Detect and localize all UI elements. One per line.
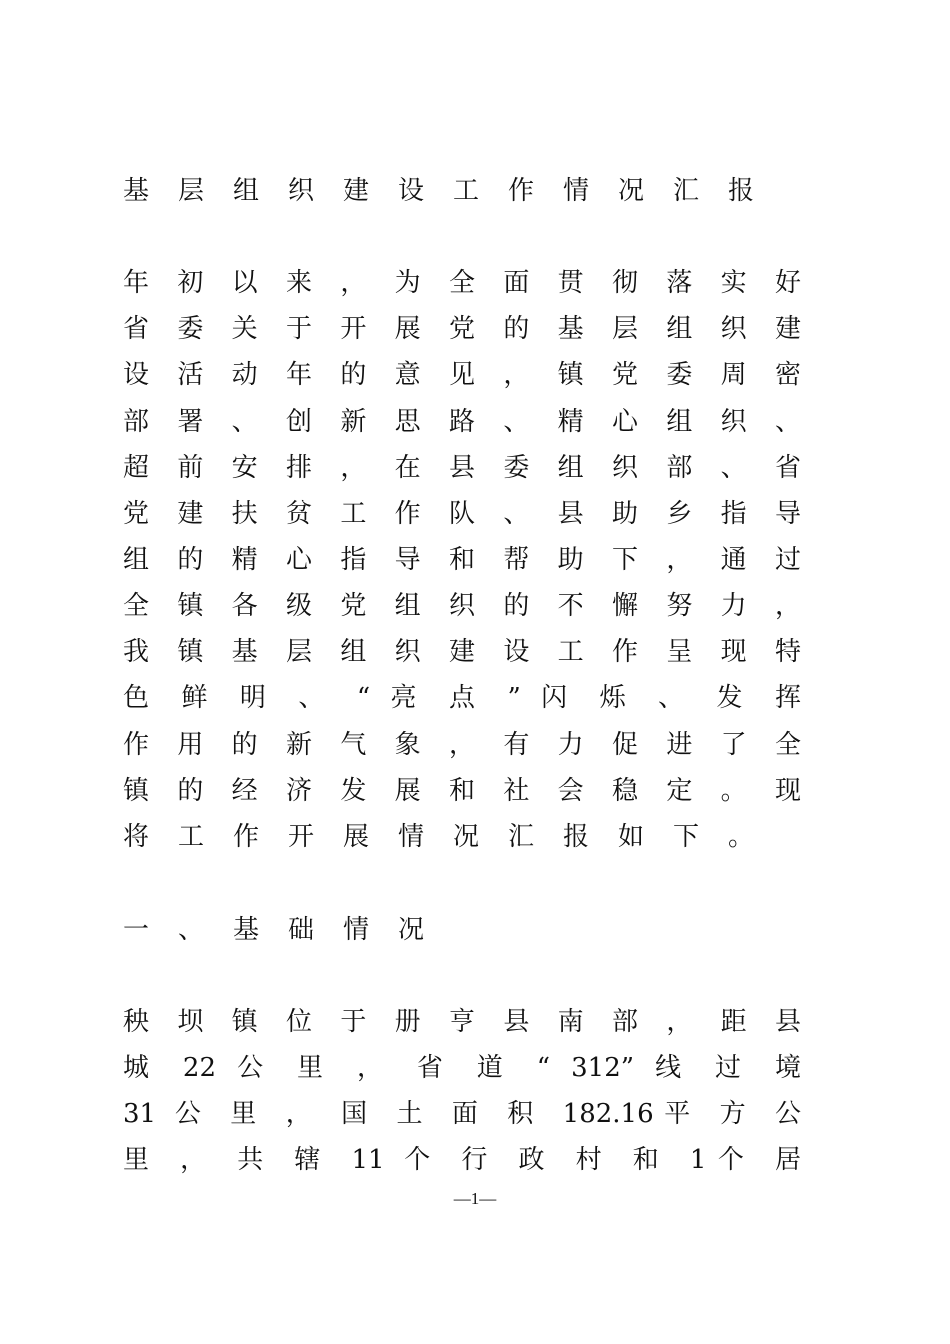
paragraph-line: 全 镇 各 级 党 组 织 的 不 懈 努 力 ， bbox=[123, 591, 801, 621]
paragraph-line: 里 ， 共 辖 11 个 行 政 村 和 1个 居 bbox=[123, 1145, 801, 1175]
paragraph-line: 部 署 、 创 新 思 路 、 精 心 组 织 、 bbox=[123, 407, 801, 437]
paragraph-line: 党 建 扶 贫 工 作 队 、 县 助 乡 指 导 bbox=[123, 499, 801, 529]
paragraph-line: 我 镇 基 层 组 织 建 设 工 作 呈 现 特 bbox=[123, 637, 801, 667]
page-number: —1— bbox=[453, 1189, 497, 1208]
paragraph-last-line: 将工作开展情况汇报如下。 bbox=[123, 822, 784, 852]
paragraph-line: 年 初 以 来 ， 为 全 面 贯 彻 落 实 好 bbox=[123, 268, 801, 298]
section-heading: 一、基础情况 bbox=[123, 915, 454, 945]
paragraph-line: 设 活 动 年 的 意 见 ， 镇 党 委 周 密 bbox=[123, 360, 801, 390]
paragraph-line: 城 22 公 里 ， 省 道 “ 312” 线 过 境 bbox=[123, 1053, 801, 1083]
paragraph-line: 秧 坝 镇 位 于 册 亨 县 南 部 ， 距 县 bbox=[123, 1007, 801, 1037]
paragraph-line: 镇 的 经 济 发 展 和 社 会 稳 定 。 现 bbox=[123, 776, 801, 806]
paragraph-line: 色 鲜 明 、 “ 亮 点 ” 闪 烁 、 发 挥 bbox=[123, 683, 801, 713]
paragraph-line: 省 委 关 于 开 展 党 的 基 层 组 织 建 bbox=[123, 314, 801, 344]
paragraph-line: 作 用 的 新 气 象 ， 有 力 促 进 了 全 bbox=[123, 730, 801, 760]
document-title: 基层组织建设工作情况汇报 bbox=[123, 176, 784, 206]
paragraph-line: 超 前 安 排 ， 在 县 委 组 织 部 、 省 bbox=[123, 453, 801, 483]
paragraph-line: 31 公 里 ， 国 土 面 积 182.16平 方 公 bbox=[123, 1099, 801, 1129]
paragraph-line: 组 的 精 心 指 导 和 帮 助 下 ， 通 过 bbox=[123, 545, 801, 575]
